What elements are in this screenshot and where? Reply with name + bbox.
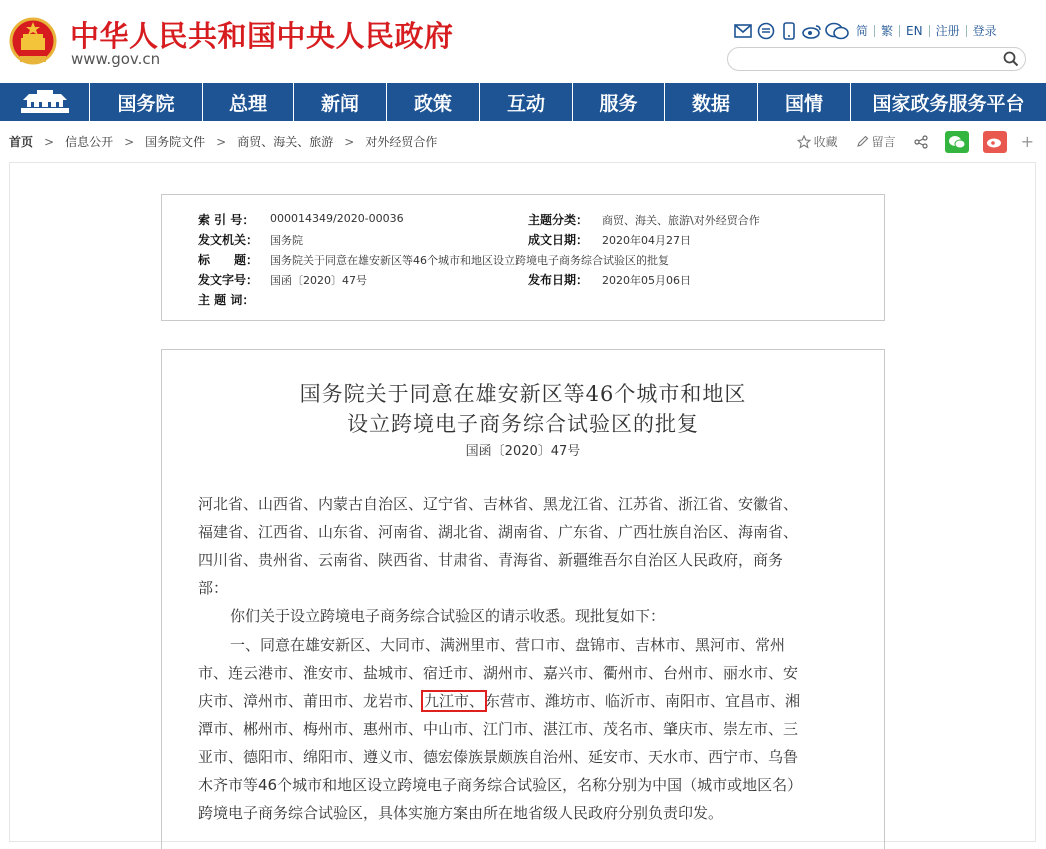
meta-title-value: 国务院关于同意在雄安新区等46个城市和地区设立跨境电子商务综合试验区的批复	[270, 254, 669, 267]
page-actions	[797, 121, 1046, 162]
login-link[interactable]: 登录	[966, 25, 1003, 37]
paragraph-line: 福建省、江西省、山东省、河南省、湖北省、湖南省、广东省、广西壮族自治区、海南省、	[198, 523, 799, 541]
pencil-icon	[856, 135, 869, 148]
favorite-label: 收藏	[813, 135, 838, 149]
lang-english-link[interactable]: EN	[899, 25, 929, 37]
breadcrumb-shangmao[interactable]: 商贸、海关、旅游	[237, 135, 334, 149]
national-emblem-icon[interactable]	[8, 16, 58, 68]
meta-issuer-value: 国务院	[270, 234, 303, 247]
meta-issuer-label: 发文机关：	[198, 233, 259, 247]
article-body	[161, 349, 885, 849]
nav-item-guowuyuan[interactable]: 国务院	[90, 83, 203, 121]
meta-title-label: 标 题：	[198, 253, 259, 267]
weibo-icon[interactable]	[802, 21, 822, 41]
paragraph-line: 亚市、德阳市、绵阳市、遵义市、德宏傣族景颇族自治州、延安市、天水市、西宁市、乌鲁	[198, 748, 799, 766]
more-share-button[interactable]: +	[1020, 132, 1034, 151]
paragraph-line: 潭市、郴州市、梅州市、惠州市、中山市、江门市、湛江市、茂名市、肇庆市、崇左市、三	[198, 720, 799, 738]
meta-index-value: 000014349/2020-00036	[270, 212, 404, 225]
nav-item-shuju[interactable]: 数据	[665, 83, 758, 121]
search-input[interactable]	[727, 47, 1026, 71]
nav-item-zhengce[interactable]: 政策	[387, 83, 480, 121]
article-title-line1: 国务院关于同意在雄安新区等46个城市和地区	[299, 382, 747, 406]
paragraph-line	[198, 687, 800, 715]
comment-button[interactable]	[856, 133, 896, 150]
site-title[interactable]: 中华人民共和国中央人民政府	[70, 19, 454, 53]
paragraph-line: 跨境电子商务综合试验区，具体实施方案由所在地省级人民政府分别负责印发。	[198, 804, 724, 822]
nav-item-guoqing[interactable]: 国情	[758, 83, 851, 121]
share-icon	[914, 135, 928, 149]
highlighted-city: 九江市、	[424, 692, 485, 710]
favorite-button[interactable]	[797, 133, 838, 150]
paragraph-line: 河北省、山西省、内蒙古自治区、辽宁省、吉林省、黑龙江省、江苏省、浙江省、安徽省、	[198, 495, 799, 513]
meta-theme-value: 商贸、海关、旅游\对外经贸合作	[602, 214, 760, 227]
breadcrumb	[0, 121, 1046, 162]
paragraph-line: 你们关于设立跨境电子商务综合试验区的请示收悉。现批复如下：	[230, 607, 666, 625]
breadcrumb-duiwai-jingmao[interactable]: 对外经贸合作	[365, 135, 438, 149]
paragraph-line: 四川省、贵州省、云南省、陕西省、甘肃省、青海省、新疆维吾尔自治区人民政府，商务	[198, 551, 784, 569]
meta-published-label: 发布日期：	[528, 273, 589, 287]
breadcrumb-separator: >	[344, 134, 355, 149]
nav-item-zongli[interactable]: 总理	[203, 83, 294, 121]
lang-simplified-link[interactable]: 简	[856, 24, 869, 38]
paragraph-line: 部：	[198, 579, 229, 597]
mobile-icon[interactable]	[779, 21, 799, 41]
nav-item-hudong[interactable]: 互动	[480, 83, 573, 121]
nav-home-icon[interactable]	[0, 83, 90, 121]
paragraph-line: 木齐市等46个城市和地区设立跨境电子商务综合试验区，名称分别为中国（城市或地区名）	[198, 776, 803, 794]
breadcrumb-separator: >	[44, 134, 55, 149]
paragraph-line: 一、同意在雄安新区、大同市、满洲里市、营口市、盘锦市、吉林市、黑河市、常州	[230, 636, 786, 654]
nav-item-service-platform[interactable]: 国家政务服务平台	[872, 92, 1025, 115]
breadcrumb-home[interactable]: 首页	[9, 135, 34, 149]
breadcrumb-separator: >	[216, 134, 227, 149]
nav-item-fuwu[interactable]: 服务	[573, 83, 665, 121]
meta-keywords-label: 主 题 词：	[198, 293, 255, 307]
meta-index-label: 索 引 号：	[198, 213, 255, 227]
meta-docno-label: 发文字号：	[198, 273, 259, 287]
main-nav	[0, 83, 1046, 121]
message-icon[interactable]	[756, 21, 776, 41]
meta-docno-value: 国函〔2020〕47号	[270, 274, 367, 287]
meta-published-value: 2020年05月06日	[602, 274, 691, 287]
paragraph-text: 庆市、漳州市、莆田市、龙岩市、	[198, 692, 424, 710]
paragraph-text: 东营市、潍坊市、临沂市、南阳市、宜昌市、湘	[485, 692, 801, 710]
breadcrumb-xinxigongkai[interactable]: 信息公开	[65, 135, 114, 149]
article-doc-number: 国函〔2020〕47号	[465, 444, 581, 459]
weibo-share-icon[interactable]	[983, 131, 1007, 153]
search-icon[interactable]	[1003, 51, 1019, 67]
mail-icon[interactable]	[733, 21, 753, 41]
site-url[interactable]: www.gov.cn	[71, 50, 161, 68]
breadcrumb-guowuyuan-wenjian[interactable]: 国务院文件	[145, 135, 206, 149]
comment-label: 留言	[871, 135, 896, 149]
meta-created-label: 成文日期：	[528, 233, 589, 247]
site-header	[0, 0, 1046, 83]
nav-item-xinwen[interactable]: 新闻	[294, 83, 387, 121]
share-button[interactable]	[914, 135, 931, 149]
document-metadata	[161, 194, 885, 321]
top-tools	[733, 20, 1003, 42]
article-title-line2: 设立跨境电子商务综合试验区的批复	[347, 412, 699, 436]
register-link[interactable]: 注册	[929, 25, 966, 37]
meta-theme-label: 主题分类：	[528, 213, 589, 227]
breadcrumb-separator: >	[124, 134, 135, 149]
meta-created-value: 2020年04月27日	[602, 234, 691, 247]
wechat-share-icon[interactable]	[945, 131, 969, 153]
paragraph-line: 市、连云港市、淮安市、盐城市、宿迁市、湖州市、嘉兴市、衢州市、台州市、丽水市、安	[198, 664, 799, 682]
wechat-icon[interactable]	[825, 21, 849, 41]
lang-traditional-link[interactable]: 繁	[874, 25, 899, 37]
star-icon	[797, 135, 811, 149]
